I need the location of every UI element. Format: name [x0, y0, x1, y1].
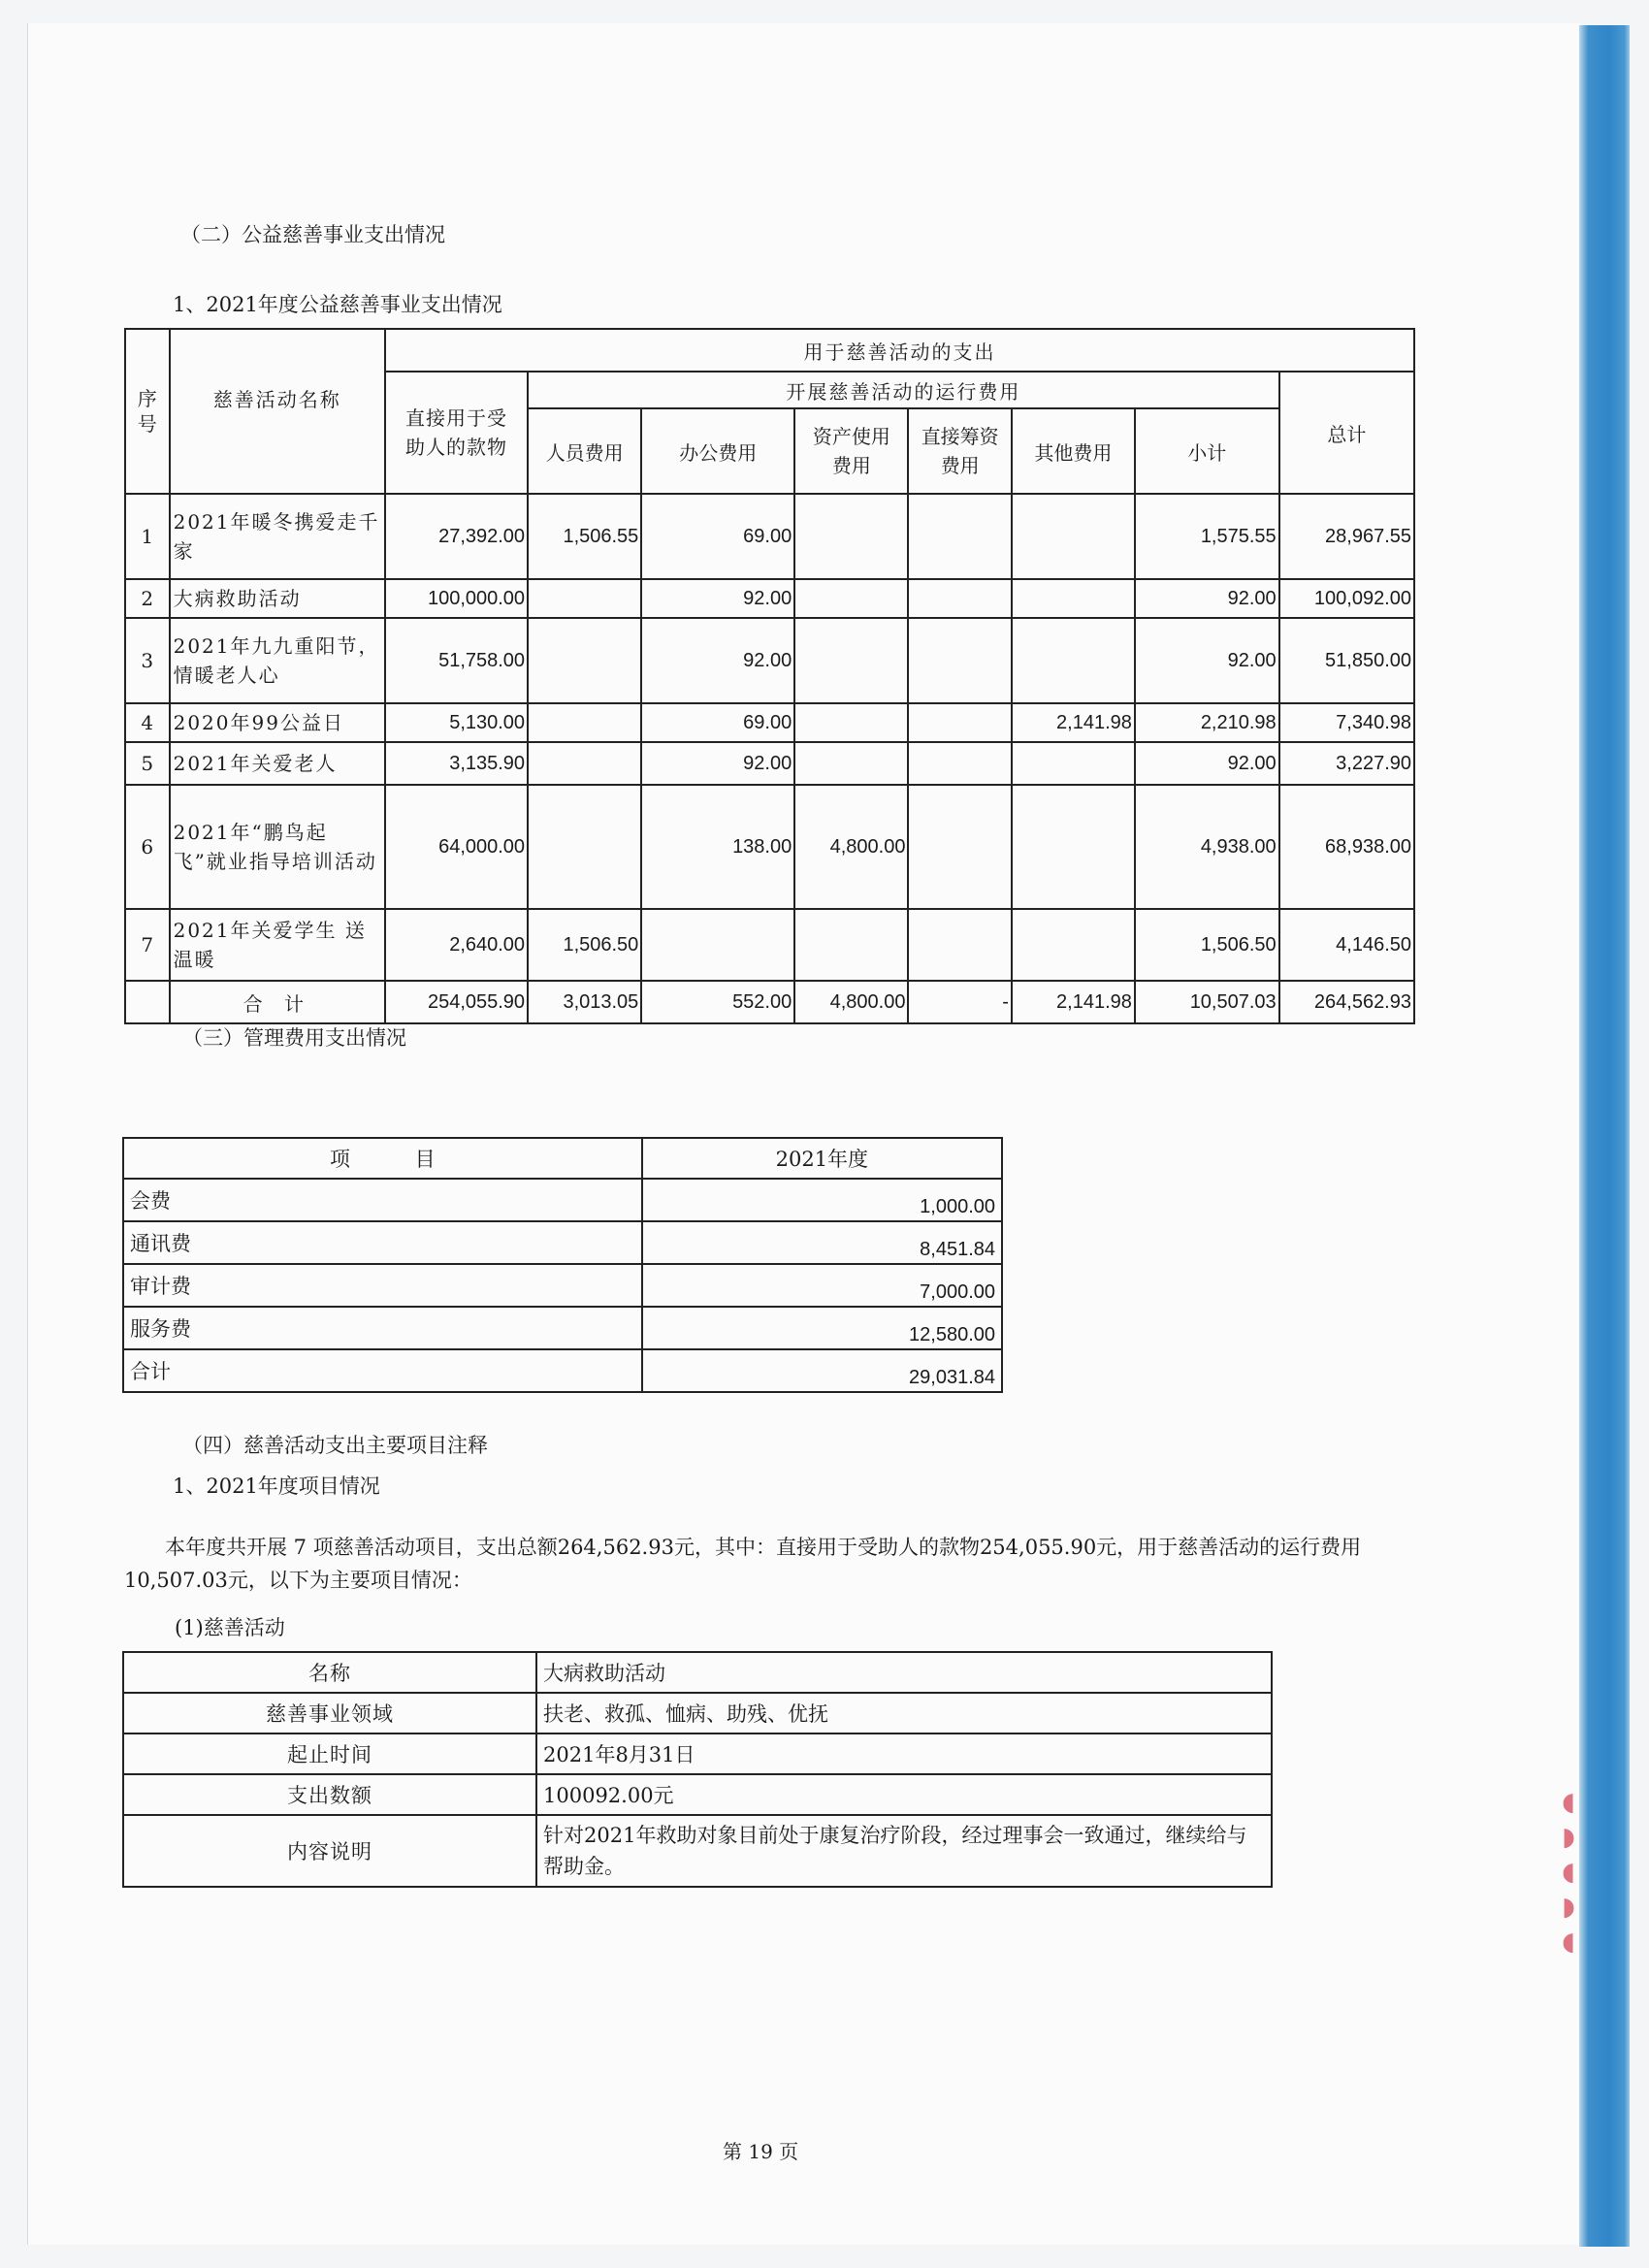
- cell-name: 2020年99公益日: [170, 703, 385, 742]
- table-row: [125, 909, 1414, 981]
- cell-name: 2021年关爱学生 送温暖: [170, 909, 385, 981]
- cell-value: 100092.00元: [536, 1774, 1272, 1815]
- table-row: [125, 742, 1414, 785]
- cell-staff: [528, 703, 641, 742]
- cell-total: 4,146.50: [1279, 909, 1414, 981]
- cell-label: 支出数额: [123, 1774, 536, 1815]
- cell-value: 1,000.00: [642, 1179, 1002, 1221]
- cell-fund: [908, 618, 1011, 703]
- cell-other: [1012, 579, 1135, 618]
- table-row: [123, 1349, 1002, 1392]
- cell-label: 名称: [123, 1652, 536, 1693]
- cell-subtotal: 10,507.03: [1135, 981, 1279, 1023]
- sub4-heading: 1、2021年度项目情况: [173, 1474, 380, 1498]
- section3-heading: （三）管理费用支出情况: [182, 1026, 406, 1050]
- cell-other: [1012, 494, 1135, 579]
- cell-item: 合计: [123, 1349, 642, 1392]
- header-activity-name: 慈善活动名称: [170, 329, 385, 494]
- cell-seq: [125, 981, 170, 1023]
- header-seq: 序号: [125, 329, 170, 494]
- red-stamp-mark: ◖ ◗ ◖ ◗ ◖: [1562, 1788, 1575, 1957]
- cell-total: 28,967.55: [1279, 494, 1414, 579]
- cell-total: 68,938.00: [1279, 785, 1414, 909]
- cell-fund: [908, 579, 1011, 618]
- header-subtotal: 小计: [1135, 408, 1279, 494]
- cell-total: 100,092.00: [1279, 579, 1414, 618]
- cell-name: 2021年暖冬携爱走千家: [170, 494, 385, 579]
- cell-fund: -: [908, 981, 1011, 1023]
- cell-seq: 5: [125, 742, 170, 785]
- cell-value: 扶老、救孤、恤病、助残、优抚: [536, 1693, 1272, 1733]
- cell-value: 大病救助活动: [536, 1652, 1272, 1693]
- cell-direct: 100,000.00: [385, 579, 528, 618]
- cell-value: 8,451.84: [642, 1221, 1002, 1264]
- cell-total: 3,227.90: [1279, 742, 1414, 785]
- cell-label: 慈善事业领域: [123, 1693, 536, 1733]
- cell-office: 69.00: [641, 703, 794, 742]
- table-row: [123, 1693, 1272, 1733]
- cell-asset: 4,800.00: [794, 785, 908, 909]
- cell-direct: 2,640.00: [385, 909, 528, 981]
- cell-direct: 51,758.00: [385, 618, 528, 703]
- management-expense-table: [122, 1137, 1003, 1393]
- cell-other: [1012, 909, 1135, 981]
- header-group: 用于慈善活动的支出: [385, 329, 1414, 372]
- cell-office: 69.00: [641, 494, 794, 579]
- table-row: [123, 1221, 1002, 1264]
- header-other: 其他费用: [1012, 408, 1135, 494]
- cell-subtotal: 92.00: [1135, 618, 1279, 703]
- cell-staff: [528, 785, 641, 909]
- header-fundraising: 直接筹资费用: [908, 408, 1011, 494]
- cell-seq: 7: [125, 909, 170, 981]
- cell-item: 服务费: [123, 1307, 642, 1349]
- cell-asset: 4,800.00: [794, 981, 908, 1023]
- table-row: [123, 1774, 1272, 1815]
- cell-fund: [908, 494, 1011, 579]
- cell-asset: [794, 909, 908, 981]
- summary-paragraph: 本年度共开展 7 项慈善活动项目，支出总额264,562.93元，其中：直接用于受助人的款物254,055.90元，用于慈善活动的运行费用10,507.03元，以下为主要项目情况：: [124, 1536, 1362, 1592]
- cell-sum-label: 合 计: [170, 981, 385, 1023]
- cell-office: 92.00: [641, 742, 794, 785]
- cell-label: 起止时间: [123, 1733, 536, 1774]
- cell-other: [1012, 785, 1135, 909]
- cell-subtotal: 4,938.00: [1135, 785, 1279, 909]
- cell-staff: 3,013.05: [528, 981, 641, 1023]
- page-number: 第 19 页: [723, 2140, 799, 2163]
- cell-subtotal: 1,506.50: [1135, 909, 1279, 981]
- cell-other: [1012, 742, 1135, 785]
- cell-fund: [908, 703, 1011, 742]
- table-row: [125, 579, 1414, 618]
- cell-subtotal: 1,575.55: [1135, 494, 1279, 579]
- header-running-cost: 开展慈善活动的运行费用: [528, 372, 1279, 408]
- cell-fund: [908, 909, 1011, 981]
- cell-value: 12,580.00: [642, 1307, 1002, 1349]
- cell-other: 2,141.98: [1012, 703, 1135, 742]
- header-total: 总计: [1279, 372, 1414, 494]
- cell-value: 针对2021年救助对象目前处于康复治疗阶段，经过理事会一致通过，继续给与帮助金。: [536, 1815, 1272, 1887]
- cell-name: 2021年“鹏鸟起飞”就业指导培训活动: [170, 785, 385, 909]
- cell-total: 7,340.98: [1279, 703, 1414, 742]
- table-row: [125, 703, 1414, 742]
- project-detail-table: [122, 1651, 1273, 1888]
- cell-item: 通讯费: [123, 1221, 642, 1264]
- header-direct: 直接用于受助人的款物: [385, 372, 528, 494]
- cell-item: 会费: [123, 1179, 642, 1221]
- cell-direct: 27,392.00: [385, 494, 528, 579]
- cell-asset: [794, 494, 908, 579]
- sub1-heading: 1、2021年度公益慈善事业支出情况: [173, 293, 502, 316]
- cell-subtotal: 92.00: [1135, 579, 1279, 618]
- cell-staff: 1,506.50: [528, 909, 641, 981]
- cell-name: 2021年九九重阳节，情暖老人心: [170, 618, 385, 703]
- cell-name: 大病救助活动: [170, 579, 385, 618]
- cell-direct: 3,135.90: [385, 742, 528, 785]
- cell-total: 51,850.00: [1279, 618, 1414, 703]
- cell-staff: 1,506.55: [528, 494, 641, 579]
- cell-seq: 4: [125, 703, 170, 742]
- table-row: [123, 1264, 1002, 1307]
- cell-seq: 6: [125, 785, 170, 909]
- cell-asset: [794, 579, 908, 618]
- section2-heading: （二）公益慈善事业支出情况: [180, 223, 445, 246]
- cell-staff: [528, 618, 641, 703]
- cell-direct: 254,055.90: [385, 981, 528, 1023]
- section4-heading: （四）慈善活动支出主要项目注释: [182, 1434, 488, 1457]
- cell-seq: 2: [125, 579, 170, 618]
- cell-seq: 1: [125, 494, 170, 579]
- cell-item: 审计费: [123, 1264, 642, 1307]
- cell-office: 138.00: [641, 785, 794, 909]
- header-asset: 资产使用费用: [794, 408, 908, 494]
- table-row: [123, 1179, 1002, 1221]
- cell-value: 2021年8月31日: [536, 1733, 1272, 1774]
- cell-asset: [794, 703, 908, 742]
- cell-direct: 64,000.00: [385, 785, 528, 909]
- cell-value: 7,000.00: [642, 1264, 1002, 1307]
- cell-subtotal: 2,210.98: [1135, 703, 1279, 742]
- table-row: [125, 785, 1414, 909]
- cell-label: 内容说明: [123, 1815, 536, 1887]
- cell-direct: 5,130.00: [385, 703, 528, 742]
- header-year: 2021年度: [642, 1138, 1002, 1179]
- cell-total: 264,562.93: [1279, 981, 1414, 1023]
- cell-asset: [794, 618, 908, 703]
- cell-office: 92.00: [641, 579, 794, 618]
- cell-value: 29,031.84: [642, 1349, 1002, 1392]
- cell-staff: [528, 742, 641, 785]
- cell-seq: 3: [125, 618, 170, 703]
- cell-office: 552.00: [641, 981, 794, 1023]
- table-row: [123, 1733, 1272, 1774]
- charity-expense-table: [124, 328, 1415, 1024]
- cell-staff: [528, 579, 641, 618]
- cell-other: 2,141.98: [1012, 981, 1135, 1023]
- header-staff: 人员费用: [528, 408, 641, 494]
- table-row: [125, 618, 1414, 703]
- cell-subtotal: 92.00: [1135, 742, 1279, 785]
- cell-office: [641, 909, 794, 981]
- cell-office: 92.00: [641, 618, 794, 703]
- header-item: 项 目: [123, 1138, 642, 1179]
- table-sum-row: [125, 981, 1414, 1023]
- cell-name: 2021年关爱老人: [170, 742, 385, 785]
- table-row: [123, 1815, 1272, 1887]
- cell-other: [1012, 618, 1135, 703]
- cell-fund: [908, 785, 1011, 909]
- cell-asset: [794, 742, 908, 785]
- cell-fund: [908, 742, 1011, 785]
- header-office: 办公费用: [641, 408, 794, 494]
- binding-strip: [1579, 25, 1630, 2247]
- table-row: [125, 494, 1414, 579]
- table-row: [123, 1652, 1272, 1693]
- table-row: [123, 1307, 1002, 1349]
- activity-label: (1)慈善活动: [175, 1616, 285, 1639]
